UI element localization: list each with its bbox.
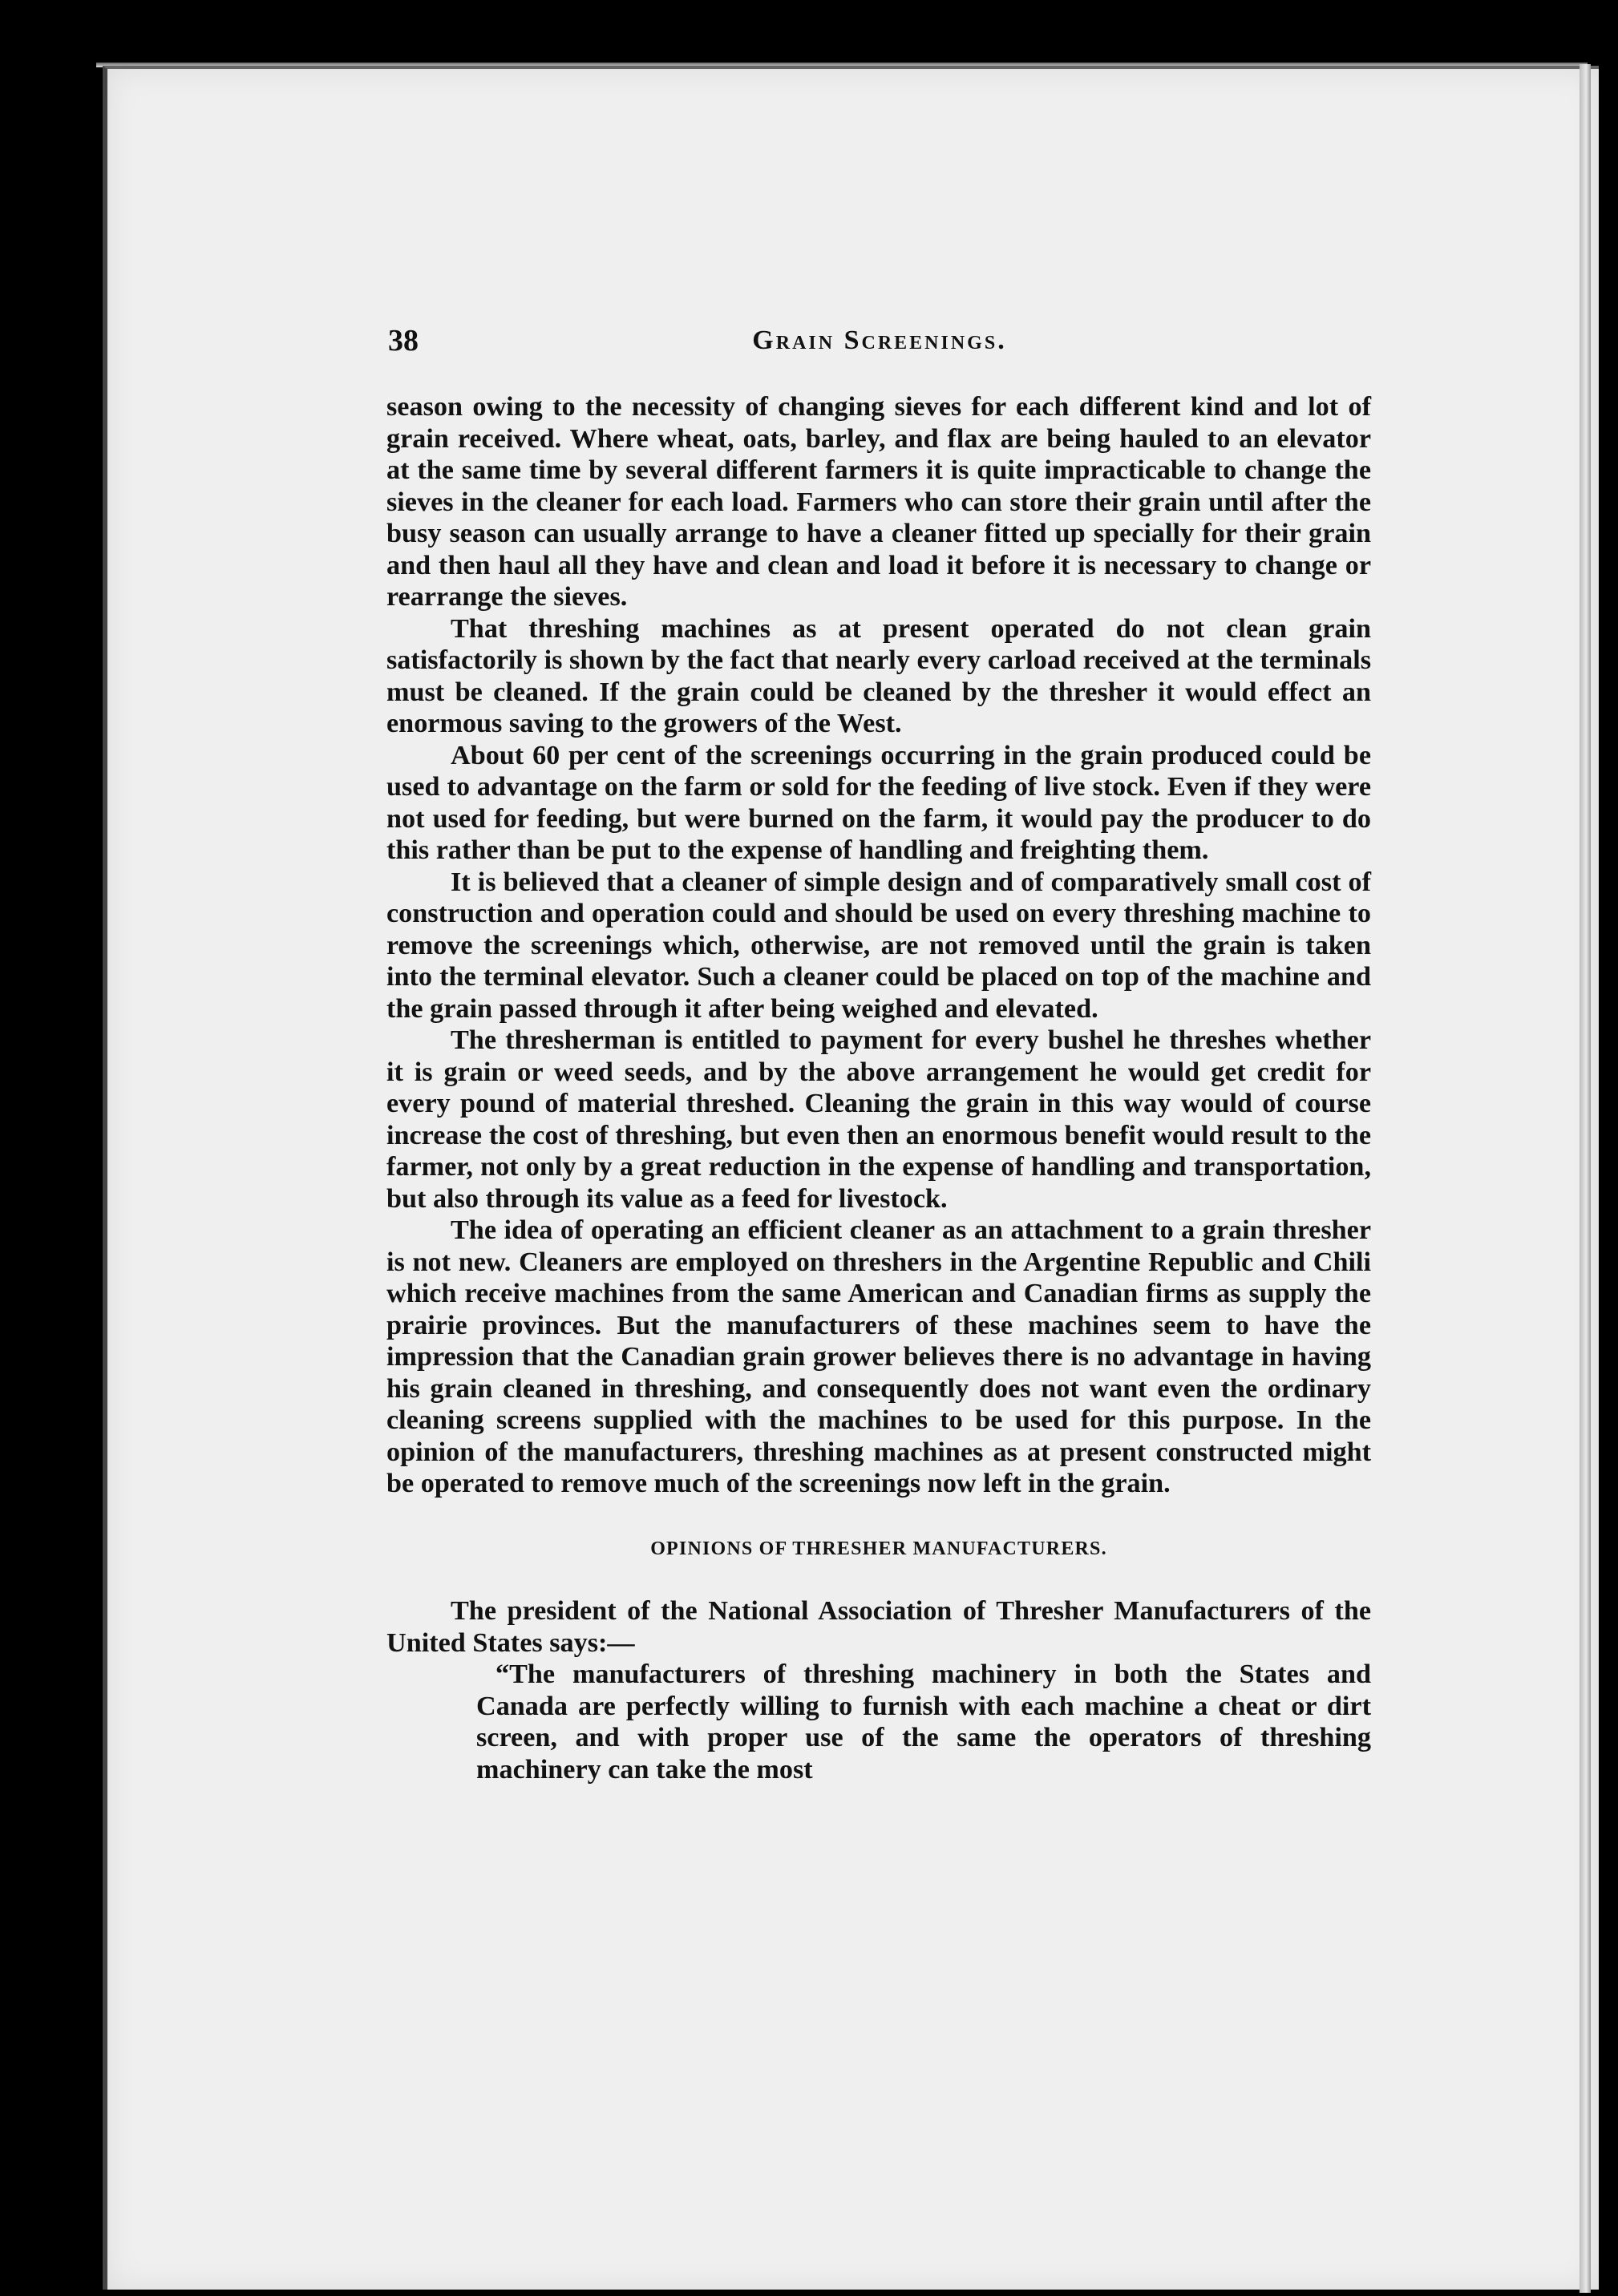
page-right-edge <box>1580 64 1591 2293</box>
paragraph-5: The thresherman is entitled to payment for every bushel he threshes whether it is grain or weed seeds, and by the above arrangement he would get credit for every pound of material threshed. Cleaning the grain in this way would of course increase the cost of threshing, but even then an enormous benefit would result to the farmer, not only by a great reduction in the expense of handling and transportation, but also through its value as a feed for livestock. <box>386 1025 1371 1214</box>
running-head: Grain Screenings. <box>752 325 1007 355</box>
paragraph-7: The president of the National Association of Thresher Manufacturers of the United States says:— <box>386 1596 1371 1658</box>
paragraph-2: That threshing machines as at present operated do not clean grain satisfactorily is shown by the fact that nearly every carload received at the terminals must be cleaned. If the grain could be cleaned by the thresher it would effect an enormous saving to the growers of the West. <box>386 613 1371 738</box>
paragraph-1: season owing to the necessity of changing sieves for each different kind and lot of grain received. Where wheat, oats, barley, and flax are being hauled to an elevator at the same time by several different farmers it is quite impracticable to change the sieves in the cleaner for each load. Farmers who can store their grain until after the busy season can usually arrange to have a cleaner fitted up specially for their grain and then haul all they have and clean and load it before it is necessary to change or rearrange the sieves. <box>386 392 1371 612</box>
body-text <box>386 391 1371 1785</box>
section-heading: OPINIONS OF THRESHER MANUFACTURERS. <box>650 1538 1107 1559</box>
paragraph-3: About 60 per cent of the screenings occurring in the grain produced could be used to advantage on the farm or sold for the feeding of live stock. Even if they were not used for feeding, but were burned on the farm, it would pay the producer to do this rather than be put to the expense of handling and freighting them. <box>386 740 1371 865</box>
page-header <box>388 321 1371 361</box>
page-number: 38 <box>388 324 419 358</box>
paragraph-4: It is believed that a cleaner of simple design and of comparatively small cost of construction and operation could and should be used on every threshing machine to remove the screenings which, otherwise, are not removed until the grain is taken into the terminal elevator. Such a cleaner could be placed on top of the machine and the grain passed through it after being weighed and elevated. <box>386 867 1371 1024</box>
paragraph-6: The idea of operating an efficient cleaner as an attachment to a grain thresher is not new. Cleaners are employed on threshers in the Argentine Republic and Chili which receive machines from the same American and Canadian firms as supply the prairie provinces. But the manufacturers of these machines seem to have the impression that the Canadian grain grower believes there is no advantage in having his grain cleaned in threshing, and consequently does not want even the ordinary cleaning screens supplied with the machines to be used for this purpose. In the opinion of the manufacturers, threshing machines as at present constructed might be operated to remove much of the screenings now left in the grain. <box>386 1215 1371 1498</box>
block-quote: “The manufacturers of threshing machinery in both the States and Canada are perfectly willing to furnish with each machine a cheat or dirt screen, and with proper use of the same the operators of threshing machinery can take the most <box>476 1659 1371 1785</box>
